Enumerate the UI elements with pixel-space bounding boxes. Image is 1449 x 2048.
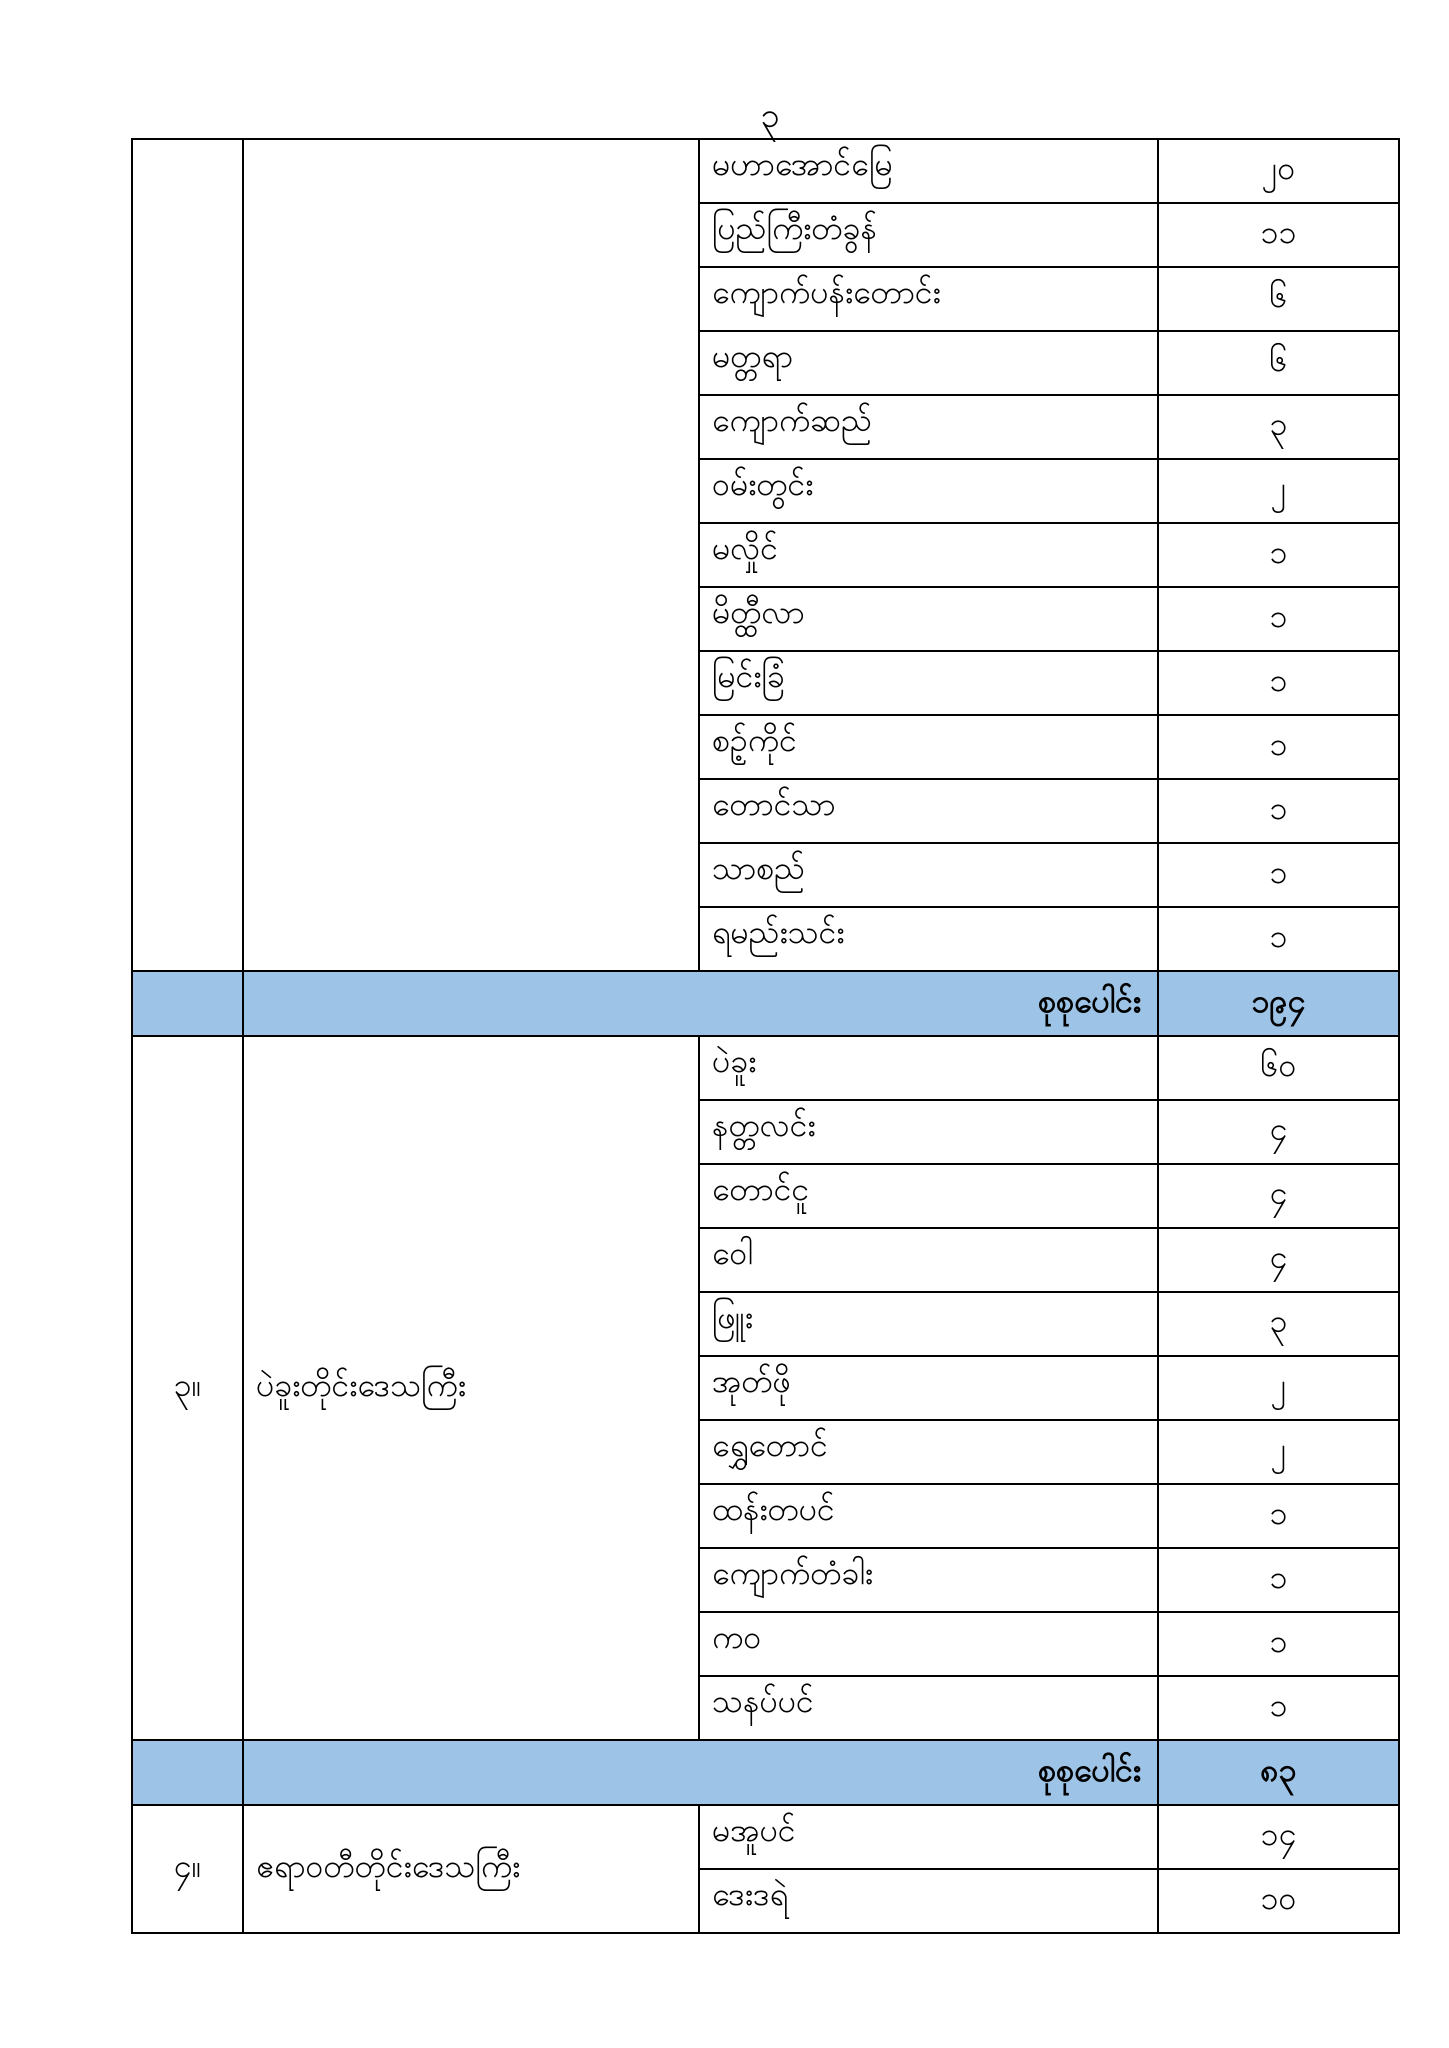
count-cell: ၁: [1158, 1612, 1399, 1676]
total-value: ၈၃: [1158, 1740, 1399, 1805]
count-cell: ၄: [1158, 1164, 1399, 1228]
count-cell: ၆: [1158, 267, 1399, 331]
township-cell: ကျောက်ဆည်: [699, 395, 1158, 459]
count-cell: ၂: [1158, 1420, 1399, 1484]
count-cell: ၁: [1158, 779, 1399, 843]
township-cell: ထန်းတပင်: [699, 1484, 1158, 1548]
township-cell: တောင်ငူ: [699, 1164, 1158, 1228]
region-township-table: [131, 138, 1400, 1934]
count-cell: ၁: [1158, 523, 1399, 587]
township-cell: နတ္တလင်း: [699, 1100, 1158, 1164]
township-cell: ကဝ: [699, 1612, 1158, 1676]
township-cell: ပြည်ကြီးတံခွန်: [699, 203, 1158, 267]
count-cell: ၁: [1158, 843, 1399, 907]
total-value: ၁၉၄: [1158, 971, 1399, 1036]
township-cell: ဝေါ: [699, 1228, 1158, 1292]
township-cell: ဝမ်းတွင်း: [699, 459, 1158, 523]
region-cell: ပဲခူးတိုင်းဒေသကြီး: [243, 1036, 699, 1740]
total-label: စုစုပေါင်း: [243, 971, 1158, 1036]
township-cell: သနပ်ပင်: [699, 1676, 1158, 1740]
township-cell: မလှိုင်: [699, 523, 1158, 587]
total-blank-cell: [132, 971, 243, 1036]
page-number: ၃: [760, 96, 780, 136]
row-number-cell: ၄။: [132, 1805, 243, 1933]
count-cell: ၂၀: [1158, 139, 1399, 203]
count-cell: ၂: [1158, 459, 1399, 523]
township-cell: ပဲခူး: [699, 1036, 1158, 1100]
township-cell: မဟာအောင်မြေ: [699, 139, 1158, 203]
township-cell: မိတ္ထီလာ: [699, 587, 1158, 651]
count-cell: ၁: [1158, 715, 1399, 779]
table-row: [132, 1036, 1399, 1100]
count-cell: ၁: [1158, 651, 1399, 715]
count-cell: ၆၀: [1158, 1036, 1399, 1100]
count-cell: ၁: [1158, 1676, 1399, 1740]
township-cell: ဒေးဒရဲ: [699, 1869, 1158, 1933]
count-cell: ၁: [1158, 587, 1399, 651]
table-row: [132, 139, 1399, 203]
count-cell: ၁၀: [1158, 1869, 1399, 1933]
township-cell: ကျောက်ပန်းတောင်း: [699, 267, 1158, 331]
count-cell: ၁: [1158, 1548, 1399, 1612]
township-cell: စဉ့်ကိုင်: [699, 715, 1158, 779]
region-cell: ဧရာဝတီတိုင်းဒေသကြီး: [243, 1805, 699, 1933]
table-row: [132, 1805, 1399, 1869]
row-number-cell: [132, 139, 243, 971]
total-row: [132, 1740, 1399, 1805]
count-cell: ၆: [1158, 331, 1399, 395]
count-cell: ၂: [1158, 1356, 1399, 1420]
count-cell: ၃: [1158, 1292, 1399, 1356]
count-cell: ၁: [1158, 1484, 1399, 1548]
count-cell: ၄: [1158, 1100, 1399, 1164]
township-cell: အုတ်ဖို: [699, 1356, 1158, 1420]
township-cell: ရမည်းသင်း: [699, 907, 1158, 971]
township-cell: ကျောက်တံခါး: [699, 1548, 1158, 1612]
township-cell: ရွှေတောင်: [699, 1420, 1158, 1484]
count-cell: ၁: [1158, 907, 1399, 971]
total-label: စုစုပေါင်း: [243, 1740, 1158, 1805]
total-row: [132, 971, 1399, 1036]
count-cell: ၄: [1158, 1228, 1399, 1292]
row-number-cell: ၃။: [132, 1036, 243, 1740]
township-cell: ဖြူး: [699, 1292, 1158, 1356]
township-cell: မတ္တရာ: [699, 331, 1158, 395]
township-cell: မအူပင်: [699, 1805, 1158, 1869]
township-cell: တောင်သာ: [699, 779, 1158, 843]
region-cell: [243, 139, 699, 971]
township-cell: မြင်းခြံ: [699, 651, 1158, 715]
township-cell: သာစည်: [699, 843, 1158, 907]
count-cell: ၁၁: [1158, 203, 1399, 267]
count-cell: ၃: [1158, 395, 1399, 459]
count-cell: ၁၄: [1158, 1805, 1399, 1869]
total-blank-cell: [132, 1740, 243, 1805]
